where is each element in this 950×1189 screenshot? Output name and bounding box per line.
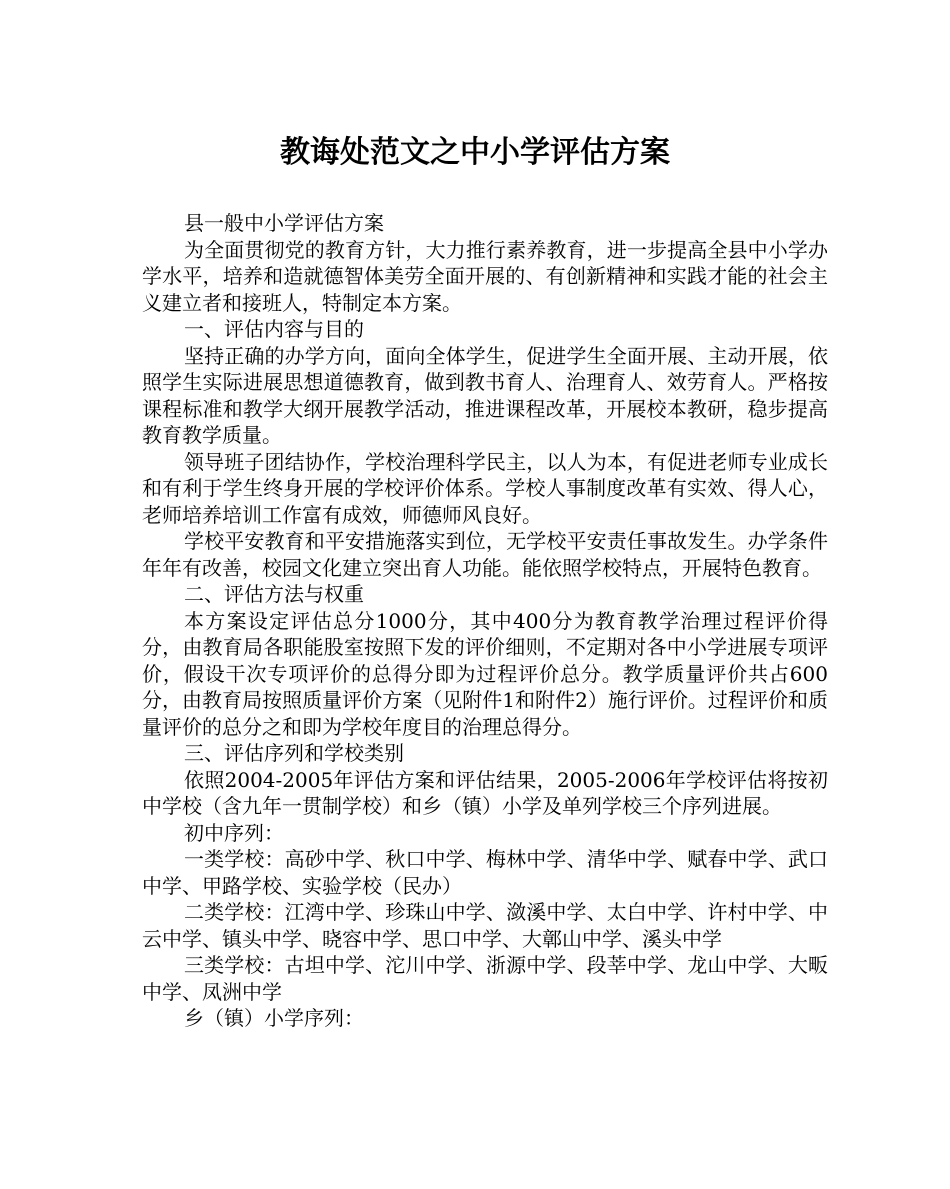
document-title: 教诲处范文之中小学评估方案: [280, 135, 670, 170]
section-heading-2: 二、评估方法与权重: [184, 582, 364, 606]
list-heading-junior: 初中序列：: [184, 820, 284, 845]
paragraph: 学校平安教育和平安措施落实到位，无学校平安责任事故发生。办学条件年年有改善，校园文化建立突出育人功能。能依照学校特点，开展特色教育。: [142, 529, 828, 580]
paragraph-subtitle: 县一般中小学评估方案: [184, 211, 384, 235]
section-heading-3: 三、评估序列和学校类别: [184, 741, 404, 765]
document-body: [142, 210, 828, 1032]
paragraph-intro: 为全面贯彻党的教育方针，大力推行素养教育，进一步提高全县中小学办学水平，培养和造就德智体美劳全面开展的、有创新精神和实践才能的社会主义建立者和接班人，特制定本方案。: [142, 237, 828, 315]
list-heading-primary: 乡（镇）小学序列：: [184, 1006, 364, 1030]
paragraph: 依照2004-2005年评估方案和评估结果，2005-2006年学校评估将按初中学校（含九年一贯制学校）和乡（镇）小学及单列学校三个序列进展。: [142, 767, 828, 818]
school-list-class-3: 三类学校：古坦中学、沱川中学、浙源中学、段莘中学、龙山中学、大畈中学、凤洲中学: [142, 953, 828, 1004]
paragraph: 坚持正确的办学方向，面向全体学生，促进学生全面开展、主动开展，依照学生实际进展思想道德教育，做到教书育人、治理育人、效劳育人。严格按课程标准和教学大纲开展教学活动，推进课程改革，开展校本教研，稳步提高教育教学质量。: [142, 343, 828, 447]
paragraph: 领导班子团结协作，学校治理科学民主，以人为本，有促进老师专业成长和有利于学生终身开展的学校评价体系。学校人事制度改革有实效、得人心，老师培养培训工作富有成效，师德师风良好。: [142, 449, 828, 527]
school-list-class-2: 二类学校：江湾中学、珍珠山中学、潋溪中学、太白中学、许村中学、中云中学、镇头中学、晓容中学、思口中学、大鄣山中学、溪头中学: [142, 900, 828, 951]
paragraph: 本方案设定评估总分1000分，其中400分为教育教学治理过程评价得分，由教育局各职能股室按照下发的评价细则，不定期对各中小学进展专项评价，假设干次专项评价的总得分即为过程评价总分。教学质量评价共占600分，由教育局按照质量评价方案（见附件1和附件2）施行评价。过程评价和质量评价的总分之和即为学校年度目的治理总得分。: [142, 608, 828, 739]
section-heading-1: 一、评估内容与目的: [184, 317, 364, 341]
school-list-class-1: 一类学校：高砂中学、秋口中学、梅林中学、清华中学、赋春中学、武口中学、甲路学校、实验学校（民办）: [142, 847, 828, 898]
